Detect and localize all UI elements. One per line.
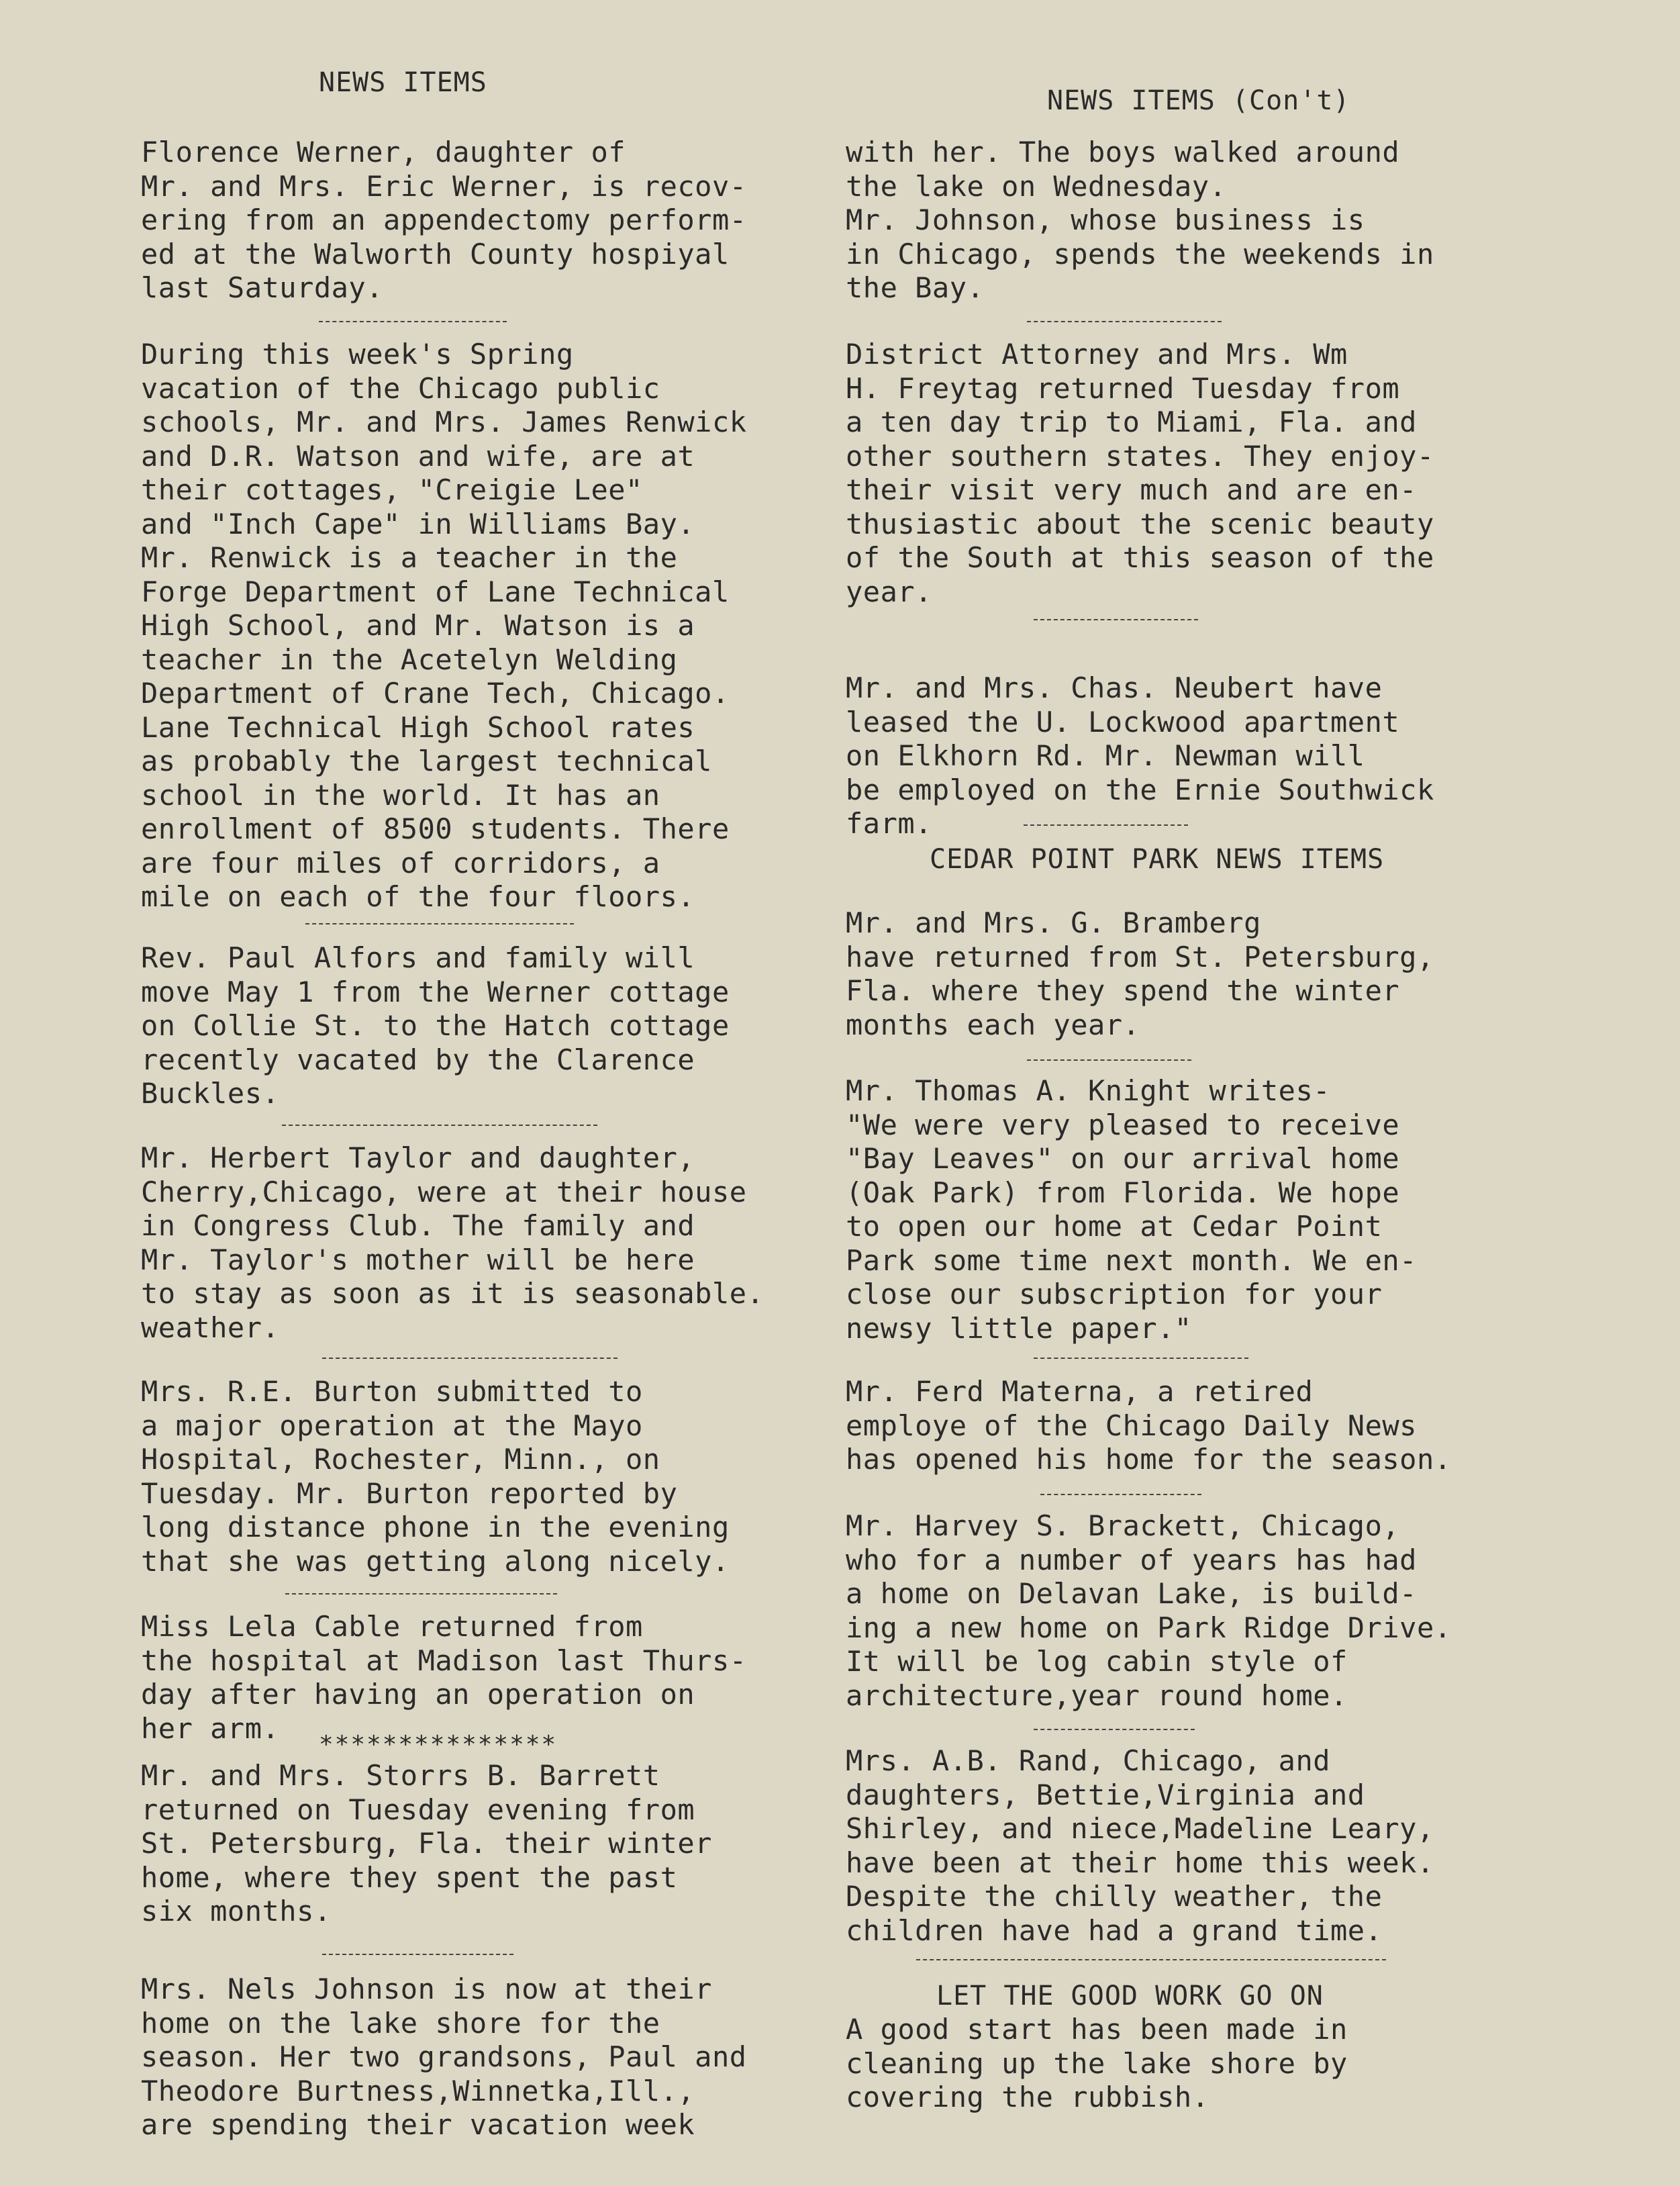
divider (916, 1959, 1386, 1960)
divider (322, 1358, 617, 1359)
news-item-bramberg: Mr. and Mrs. G. Bramberg have returned from St. Petersburg, Fla. where they spend the winter months each year. (846, 906, 1434, 1041)
news-item-freytag: District Attorney and Mrs. Wm H. Freytag returned Tuesday from a ten day trip to Miami, Fla. and other southern states. They enjoy- their visit very much and are en- thusiastic about the scenic beauty of the South at this season of the year. (846, 338, 1434, 608)
divider (319, 321, 507, 322)
divider (1034, 1358, 1248, 1359)
divider (1034, 619, 1198, 620)
star-divider: *************** (319, 1731, 558, 1758)
left-heading: NEWS ITEMS (319, 67, 487, 98)
news-item-werner: Florence Werner, daughter of Mr. and Mrs. Eric Werner, is recov- ering from an appendectomy perform- ed at the Walworth County hospiyal last Saturday. (141, 136, 747, 304)
news-item-knight: Mr. Thomas A. Knight writes- "We were very pleased to receive "Bay Leaves" on our arrival home (Oak Park) from Florida. We hope to open our home at Cedar Point Park some time next month. We en- close our subscription for your newsy little paper." (846, 1074, 1417, 1345)
news-item-brackett: Mr. Harvey S. Brackett, Chicago, who for a number of years has had a home on Delavan Lake, is build- ing a new home on Park Ridge Drive. It will be log cabin style of architecture,year round home. (846, 1509, 1452, 1712)
good-work-heading: LET THE GOOD WORK GO ON (936, 1981, 1324, 2011)
divider (305, 923, 574, 924)
news-item-materna: Mr. Ferd Materna, a retired employe of the Chicago Daily News has opened his home for the season. (846, 1375, 1452, 1476)
divider (1024, 824, 1188, 826)
divider (1027, 1059, 1191, 1061)
divider (322, 1954, 513, 1955)
news-item-neubert: Mr. and Mrs. Chas. Neubert have leased the U. Lockwood apartment on Elkhorn Rd. Mr. Newman will be employed on the Ernie Southwick farm. (846, 671, 1434, 840)
divider (285, 1593, 557, 1595)
news-item-johnson-cont: with her. The boys walked around the lake on Wednesday. Mr. Johnson, whose business is in Chicago, spends the weekends in the Bay. (846, 136, 1434, 304)
right-heading: NEWS ITEMS (Con't) (1047, 85, 1350, 116)
news-item-barrett: Mr. and Mrs. Storrs B. Barrett returned on Tuesday evening from St. Petersburg, Fla. their winter home, where they spent the past six months. (141, 1759, 712, 1928)
cedar-point-heading: CEDAR POINT PARK NEWS ITEMS (930, 844, 1385, 875)
divider (282, 1125, 597, 1126)
news-item-johnson: Mrs. Nels Johnson is now at their home on the lake shore for the season. Her two grandsons, Paul and Theodore Burtness,Winnetka,Ill., are spending their vacation week (141, 1973, 747, 2141)
news-item-cable: Miss Lela Cable returned from the hospital at Madison last Thurs- day after having an operation on her arm. (141, 1610, 747, 1745)
divider (1027, 321, 1222, 322)
news-item-burton: Mrs. R.E. Burton submitted to a major operation at the Mayo Hospital, Rochester, Minn., on Tuesday. Mr. Burton reported by long distance phone in the evening that she was getting along nicely. (141, 1375, 730, 1578)
news-item-alfors: Rev. Paul Alfors and family will move May 1 from the Werner cottage on Collie St. to the Hatch cottage recently vacated by the Clarence Buckles. (141, 941, 730, 1110)
news-item-taylor: Mr. Herbert Taylor and daughter, Cherry,Chicago, were at their house in Congress Club. The family and Mr. Taylor's mother will be here to stay as soon as it is seasonable. weather. (141, 1141, 764, 1344)
news-item-good-work: A good start has been made in cleaning up the lake shore by covering the rubbish. (846, 2013, 1348, 2113)
divider (1040, 1494, 1201, 1495)
news-item-renwick-watson: During this week's Spring vacation of the Chicago public schools, Mr. and Mrs. James Renwick and D.R. Watson and wife, are at their cottages, "Creigie Lee" and "Inch Cape" in Williams Bay. Mr. Renwick is a teacher in the Forge Department of Lane Technical High School, and Mr. Watson is a teacher in the Acetelyn Welding Department of Crane Tech, Chicago. Lane Technical High School rates as probably the largest technical school in the world. It has an enrollment of 8500 students. There are four miles of corridors, a mile on each of the four floors. (141, 338, 747, 913)
news-item-rand: Mrs. A.B. Rand, Chicago, and daughters, Bettie,Virginia and Shirley, and niece,Madeline Leary, have been at their home this week. Despite the chilly weather, the children have had a grand time. (846, 1744, 1434, 1947)
divider (1034, 1729, 1195, 1730)
